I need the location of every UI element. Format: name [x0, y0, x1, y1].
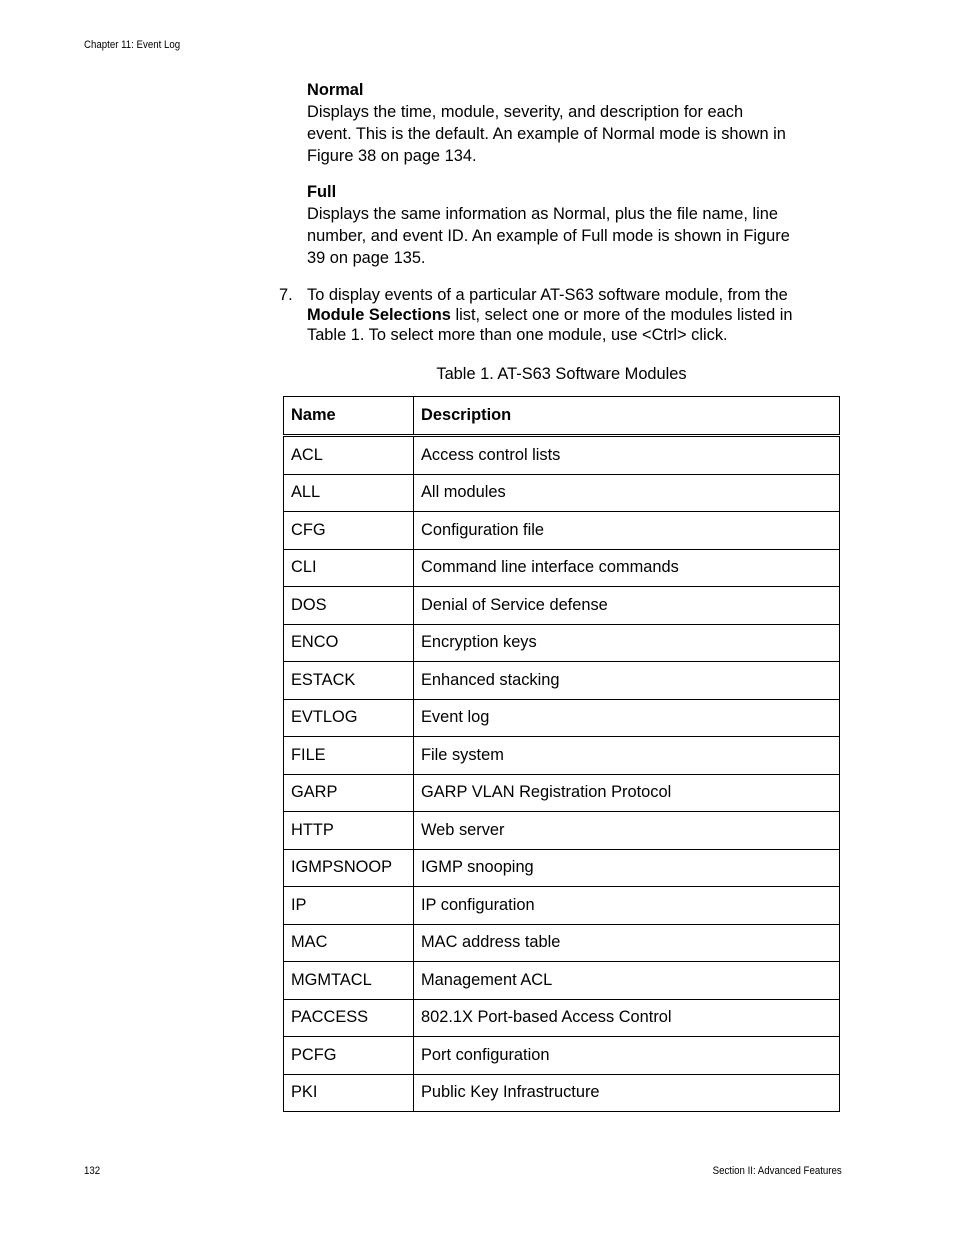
module-description-cell: Public Key Infrastructure — [414, 1074, 840, 1112]
module-name-cell: ESTACK — [284, 662, 414, 700]
module-name-cell: IP — [284, 887, 414, 925]
table-row — [284, 849, 840, 887]
module-description-cell: Web server — [414, 812, 840, 850]
module-description-cell: Command line interface commands — [414, 549, 840, 587]
full-mode-description — [307, 181, 847, 269]
module-description-cell: GARP VLAN Registration Protocol — [414, 774, 840, 812]
module-name-cell: EVTLOG — [284, 699, 414, 737]
module-description-cell: Encryption keys — [414, 624, 840, 662]
step-text — [307, 285, 847, 345]
module-name-cell: HTTP — [284, 812, 414, 850]
module-name-cell: MGMTACL — [284, 962, 414, 1000]
table-row — [284, 1037, 840, 1075]
table-body — [284, 436, 840, 1112]
table-row — [284, 436, 840, 475]
normal-mode-description — [307, 79, 847, 167]
module-description-cell: Denial of Service defense — [414, 587, 840, 625]
page-number: 132 — [84, 1165, 101, 1177]
header-name: Name — [284, 397, 414, 436]
table-row — [284, 812, 840, 850]
step-line — [307, 305, 847, 325]
table-header-row — [284, 397, 840, 436]
module-name-cell: CFG — [284, 512, 414, 550]
module-name-cell: PKI — [284, 1074, 414, 1112]
module-description-cell: File system — [414, 737, 840, 775]
table-row — [284, 662, 840, 700]
module-description-cell: Access control lists — [414, 436, 840, 475]
module-description-cell: Management ACL — [414, 962, 840, 1000]
normal-line: Figure 38 on page 134. — [307, 147, 477, 165]
module-description-cell: All modules — [414, 474, 840, 512]
table-row — [284, 887, 840, 925]
table-row — [284, 474, 840, 512]
table-row — [284, 549, 840, 587]
module-selections-label: Module Selections — [307, 306, 451, 324]
header-description: Description — [414, 397, 840, 436]
full-line: 39 on page 135. — [307, 249, 426, 267]
module-name-cell: GARP — [284, 774, 414, 812]
table-row — [284, 737, 840, 775]
chapter-header: Chapter 11: Event Log — [84, 39, 181, 51]
module-name-cell: ALL — [284, 474, 414, 512]
module-name-cell: DOS — [284, 587, 414, 625]
module-description-cell: Configuration file — [414, 512, 840, 550]
full-term: Full — [307, 183, 337, 201]
module-name-cell: PACCESS — [284, 999, 414, 1037]
module-description-cell: MAC address table — [414, 924, 840, 962]
normal-term: Normal — [307, 81, 364, 99]
table-row — [284, 699, 840, 737]
module-description-cell: Port configuration — [414, 1037, 840, 1075]
module-description-cell: Enhanced stacking — [414, 662, 840, 700]
module-name-cell: PCFG — [284, 1037, 414, 1075]
table-row — [284, 774, 840, 812]
module-description-cell: IP configuration — [414, 887, 840, 925]
table-row — [284, 924, 840, 962]
normal-line: Displays the time, module, severity, and description for each — [307, 103, 744, 121]
module-description-cell: IGMP snooping — [414, 849, 840, 887]
normal-line: event. This is the default. An example of Normal mode is shown in — [307, 125, 786, 143]
table-row — [284, 1074, 840, 1112]
table-row — [284, 512, 840, 550]
section-footer: Section II: Advanced Features — [712, 1165, 842, 1177]
table-row — [284, 624, 840, 662]
step-line: Table 1. To select more than one module, use <Ctrl> click. — [307, 326, 728, 344]
module-name-cell: ACL — [284, 436, 414, 475]
modules-table — [283, 396, 840, 1112]
full-line: Displays the same information as Normal, plus the file name, line — [307, 205, 778, 223]
table-row — [284, 999, 840, 1037]
table-row — [284, 587, 840, 625]
module-name-cell: ENCO — [284, 624, 414, 662]
module-description-cell: Event log — [414, 699, 840, 737]
full-line: number, and event ID. An example of Full mode is shown in Figure — [307, 227, 790, 245]
module-name-cell: FILE — [284, 737, 414, 775]
module-name-cell: CLI — [284, 549, 414, 587]
module-name-cell: MAC — [284, 924, 414, 962]
module-name-cell: IGMPSNOOP — [284, 849, 414, 887]
table-caption: Table 1. AT-S63 Software Modules — [436, 365, 687, 383]
step-line: To display events of a particular AT-S63 software module, from the — [307, 286, 788, 304]
table-row — [284, 962, 840, 1000]
module-description-cell: 802.1X Port-based Access Control — [414, 999, 840, 1037]
step-text-after: list, select one or more of the modules listed in — [450, 306, 793, 324]
step-number: 7. — [279, 286, 293, 304]
